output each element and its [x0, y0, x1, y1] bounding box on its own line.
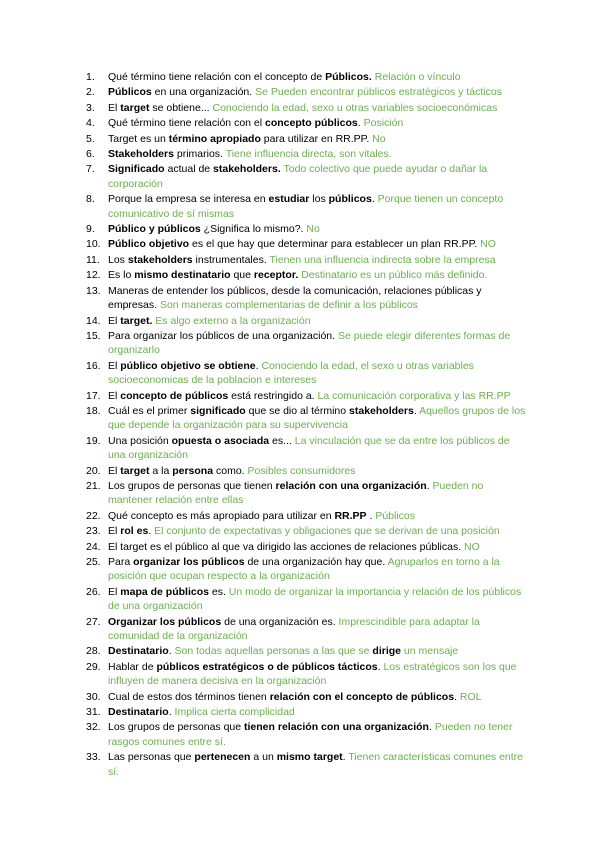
bold-keyword: relación con una organización	[275, 479, 427, 492]
list-item	[78, 101, 526, 115]
item-number: 5.	[86, 132, 95, 145]
bold-keyword: stakeholders	[127, 253, 193, 266]
bold-keyword: públicos	[328, 193, 372, 206]
item-number: 29.	[86, 660, 101, 673]
item-number: 12.	[86, 269, 101, 282]
question-text: El	[108, 464, 121, 477]
list-item	[78, 222, 526, 236]
question-text: .	[357, 117, 364, 130]
list-item	[78, 253, 526, 267]
bold-keyword: dirige	[372, 645, 402, 658]
bold-keyword: mismo destinatario	[134, 269, 231, 282]
question-text: Para	[108, 556, 134, 568]
bold-keyword: stakeholders.	[213, 163, 281, 176]
bold-keyword: mismo target	[276, 751, 343, 764]
item-number: 9.	[86, 223, 95, 236]
list-item	[78, 585, 526, 614]
item-number: 30.	[86, 690, 101, 703]
answer-text: Tienen características comunes entre sí.	[108, 751, 524, 778]
list-item	[78, 750, 526, 779]
question-text: para utilizar en RR.PP.	[260, 132, 373, 145]
question-text: primarios.	[173, 148, 226, 161]
item-number: 26.	[86, 585, 101, 598]
question-text: Maneras de entender los públicos, desde la comunicación, relaciones públicas y empresas.	[108, 284, 482, 312]
item-number: 24.	[86, 540, 101, 553]
list-item	[78, 147, 526, 161]
question-text: El	[108, 585, 121, 598]
question-text: Las personas que	[108, 751, 195, 764]
question-text: .	[413, 404, 420, 417]
answer-text: No	[372, 132, 386, 145]
item-number: 2.	[86, 86, 95, 99]
bold-keyword: opuesta o asociada	[171, 434, 270, 447]
answer-text: Imprescindible para adaptar la comunidad de la organización	[108, 615, 480, 643]
answer-text: Destinatario es un público más definido.	[301, 269, 488, 282]
question-text: El	[108, 389, 121, 402]
question-text: .	[428, 721, 435, 734]
bold-keyword: Destinatario	[108, 706, 169, 719]
bold-keyword: persona	[172, 464, 214, 477]
question-text: los	[309, 193, 329, 206]
question-text: ¿Significa lo mismo?.	[200, 223, 307, 236]
answer-text: La comunicación corporativa y las RR.PP	[317, 389, 511, 402]
list-item	[78, 314, 526, 328]
question-text: que se dio al término	[245, 404, 350, 417]
item-number: 13.	[86, 284, 101, 297]
question-text: es el que hay que determinar para establecer un plan RR.PP.	[189, 238, 481, 251]
question-text: Porque la empresa se interesa en	[108, 193, 269, 206]
question-text: El	[108, 101, 121, 114]
item-number: 33.	[86, 751, 101, 764]
answer-text: un mensaje	[401, 645, 459, 658]
item-number: 27.	[86, 615, 101, 628]
bold-keyword: público objetivo	[120, 359, 201, 372]
question-text: Cuál es el primer	[108, 404, 191, 417]
bold-keyword: RR.PP	[334, 509, 367, 522]
question-text: .	[377, 660, 384, 673]
bold-keyword: Públicos	[108, 86, 152, 99]
question-text: de una organización hay que.	[244, 556, 388, 568]
question-text: Target es un	[108, 132, 169, 145]
answer-text: La vinculación que se da entre los públicos de una organización	[108, 434, 510, 462]
item-number: 23.	[86, 525, 101, 538]
bold-keyword: rol es	[120, 525, 149, 538]
bold-keyword: target.	[120, 314, 153, 327]
answer-text: Pueden no mantener relación entre ellas	[108, 479, 484, 507]
question-text: .	[148, 525, 155, 538]
item-number: 7.	[86, 163, 95, 176]
question-answer-list	[78, 70, 526, 780]
list-item	[78, 389, 526, 403]
answer-text: Se puede elegir diferentes formas de organizarlo	[108, 329, 511, 357]
bold-keyword: Público objetivo	[108, 238, 190, 251]
question-text: instrumentales.	[192, 253, 270, 266]
item-number: 20.	[86, 464, 101, 477]
item-number: 22.	[86, 509, 101, 522]
question-text: El	[108, 359, 121, 372]
question-text: .	[454, 690, 460, 703]
question-text: .	[426, 479, 433, 492]
answer-text: Tiene influencia directa, son vitales.	[225, 148, 392, 161]
question-text: Es lo	[108, 269, 135, 282]
question-text: es.	[208, 585, 229, 598]
question-text: en una organización.	[151, 86, 256, 99]
item-number: 11.	[86, 253, 100, 266]
question-text: .	[366, 509, 376, 522]
answer-text: Posición	[363, 117, 404, 130]
bold-keyword: tienen relación con una organización	[244, 721, 429, 734]
item-number: 25.	[86, 556, 101, 568]
list-item	[78, 464, 526, 478]
bold-keyword: receptor.	[253, 269, 299, 282]
item-number: 17.	[86, 389, 101, 402]
list-item	[78, 705, 526, 719]
answer-text: Conociendo la edad, sexo u otras variables socioeconómicas	[212, 101, 498, 114]
item-number: 31.	[86, 706, 101, 719]
list-item	[78, 132, 526, 146]
list-item	[78, 404, 526, 433]
question-text: actual de	[164, 163, 214, 176]
list-item	[78, 329, 526, 358]
question-text: se obtiene...	[149, 101, 213, 114]
answer-text: Porque tienen un concepto comunicativo de sí mismas	[108, 193, 504, 220]
item-number: 10.	[86, 238, 101, 251]
answer-text: Se Pueden encontrar públicos estratégicos y tácticos	[255, 86, 502, 99]
question-text: Los grupos de personas que tienen	[108, 479, 276, 492]
bold-keyword: estudiar	[268, 193, 310, 206]
bold-keyword: stakeholders	[349, 404, 414, 417]
answer-text: ROL	[459, 690, 482, 703]
answer-text: Todo colectivo que puede ayudar o dañar la corporación	[108, 163, 488, 190]
answer-text: Agruparlos en torno a la posición que ocupan respecto a la organización	[108, 556, 500, 583]
question-text: Los	[108, 253, 128, 266]
question-text: .	[371, 193, 378, 206]
item-number: 3.	[86, 101, 95, 114]
question-text: Qué término tiene relación con el	[108, 117, 266, 130]
answer-text: Los estratégicos son los que influyen de manera decisiva en la organización	[108, 660, 517, 688]
bold-keyword: concepto públicos	[265, 117, 358, 130]
item-number: 8.	[86, 193, 95, 206]
answer-text: Tienen una influencia indirecta sobre la empresa	[269, 253, 496, 266]
bold-keyword: target	[120, 101, 150, 114]
answer-text: Es algo externo a la organización	[155, 314, 311, 327]
bold-keyword: significado	[190, 404, 246, 417]
answer-text: Relación o vínculo	[371, 71, 461, 83]
bold-keyword: target	[120, 464, 150, 477]
question-text: Para organizar los públicos de una organización.	[108, 329, 338, 342]
list-item	[78, 509, 526, 523]
bold-keyword: organizar los públicos	[133, 556, 245, 568]
item-number: 32.	[86, 721, 101, 734]
question-text: a la	[149, 464, 173, 477]
list-item	[78, 116, 526, 130]
list-item	[78, 70, 526, 84]
answer-text: Implica cierta complicidad	[174, 706, 295, 719]
list-item	[78, 359, 526, 388]
answer-text: El conjunto de expectativas y obligaciones que se derivan de una posición	[154, 525, 500, 538]
question-text: Los grupos de personas que	[108, 721, 245, 734]
bold-keyword: Organizar los públicos	[108, 615, 222, 628]
question-text: es...	[269, 434, 295, 447]
answer-text: NO	[464, 540, 480, 553]
bold-keyword: mapa de públicos	[120, 585, 209, 598]
question-text: .	[342, 751, 349, 764]
bold-keyword: concepto de públicos	[120, 389, 229, 402]
bold-keyword: Destinatario	[108, 645, 169, 658]
list-item	[78, 434, 526, 463]
list-item	[78, 660, 526, 689]
answer-text: Un modo de organizar la importancia y relación de los públicos de una organización	[108, 585, 522, 613]
item-number: 21.	[86, 479, 101, 492]
question-text: como.	[213, 464, 248, 477]
question-text: El	[108, 314, 121, 327]
item-number: 6.	[86, 148, 95, 161]
question-text: a un	[250, 751, 277, 764]
item-number: 1.	[86, 71, 95, 83]
answer-text: No	[306, 223, 320, 236]
bold-keyword: Significado	[108, 163, 165, 176]
answer-text: Son maneras complementarias de definir a los públicos	[159, 299, 418, 312]
list-item	[78, 479, 526, 508]
question-text: Una posición	[108, 434, 172, 447]
list-item	[78, 192, 526, 221]
item-number: 15.	[86, 329, 101, 342]
question-text: de una organización es.	[221, 615, 339, 628]
item-number: 18.	[86, 404, 101, 417]
question-text: Hablar de	[108, 660, 157, 673]
list-item	[78, 162, 526, 191]
answer-text: Aquellos grupos de los que depende la organización para su supervivencia	[108, 404, 526, 432]
answer-text: Son todas aquellas personas a las que se	[174, 645, 373, 658]
item-number: 28.	[86, 645, 101, 658]
bold-keyword: Públicos.	[325, 71, 372, 83]
item-number: 4.	[86, 117, 95, 130]
item-number: 16.	[86, 359, 101, 372]
list-item	[78, 268, 526, 282]
question-text: El target es el público al que va dirigido las acciones de relaciones públicas.	[108, 540, 465, 553]
bold-keyword: término apropiado	[168, 132, 261, 145]
list-item	[78, 284, 526, 313]
question-text: El	[108, 525, 121, 538]
question-text: que	[230, 269, 254, 282]
list-item	[78, 540, 526, 554]
bold-keyword: pertenecen	[194, 751, 251, 764]
bold-keyword: se obtiene	[203, 359, 256, 372]
answer-text: Públicos	[375, 509, 416, 522]
answer-text: Posibles consumidores	[247, 464, 356, 477]
list-item	[78, 720, 526, 749]
bold-keyword: Público y públicos	[108, 223, 201, 236]
answer-text: Conociendo la edad, el sexo u otras variables socioeconomicas de la poblacion e intereses	[108, 359, 474, 387]
item-number: 19.	[86, 434, 101, 447]
list-item	[78, 615, 526, 644]
list-item	[78, 644, 526, 658]
question-text: .	[168, 706, 175, 719]
bold-keyword: relación con el concepto de públicos	[269, 690, 455, 703]
list-item	[78, 237, 526, 251]
question-text: está restringido a.	[228, 389, 318, 402]
question-text: Cual de estos dos términos tienen	[108, 690, 270, 703]
list-item	[78, 555, 526, 584]
answer-text: NO	[480, 238, 496, 251]
question-text: Qué término tiene relación con el concepto de	[108, 71, 326, 83]
answer-text: Pueden no tener rasgos comunes entre sí.	[108, 721, 513, 748]
bold-keyword: públicos estratégicos o de públicos tácticos	[156, 660, 378, 673]
question-text: Qué concepto es más apropiado para utilizar en	[108, 509, 335, 522]
question-text: .	[255, 359, 262, 372]
bold-keyword: Stakeholders	[108, 148, 174, 161]
item-number: 14.	[86, 314, 101, 327]
list-item	[78, 85, 526, 99]
list-item	[78, 524, 526, 538]
question-text: .	[168, 645, 175, 658]
list-item	[78, 690, 526, 704]
